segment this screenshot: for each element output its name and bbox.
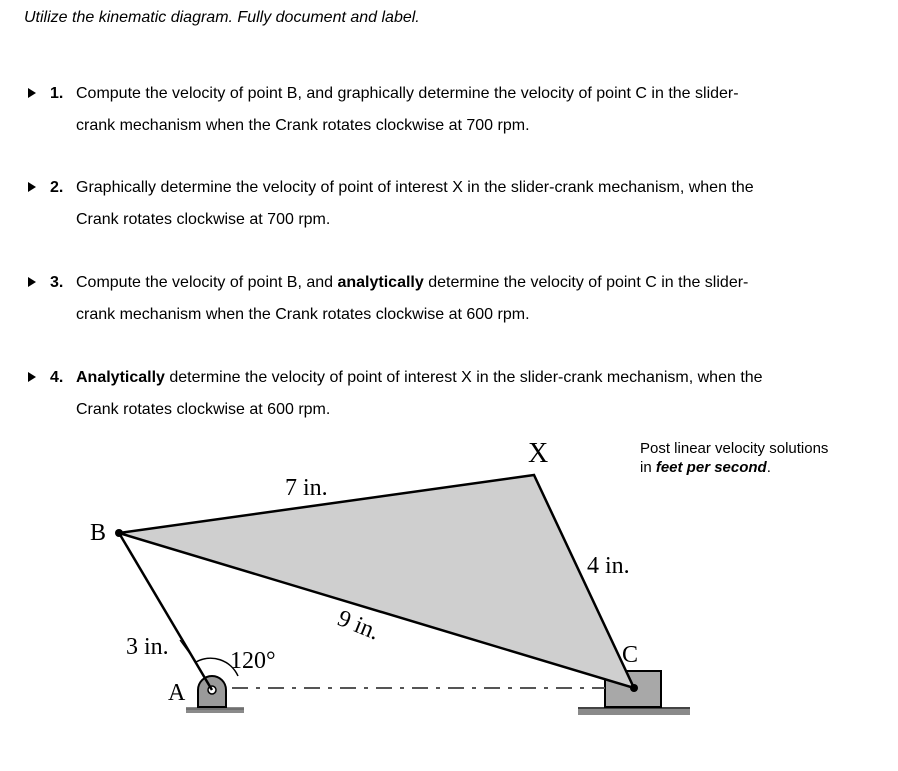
text-segment: determine the velocity of point of interest X in the slider-crank mechanism, when the xyxy=(164,369,763,386)
emphasis-text: analytically xyxy=(337,274,424,291)
label-point-C: C xyxy=(622,642,639,668)
question-text-line2: Crank rotates clockwise at 700 rpm. xyxy=(76,211,331,228)
note-line1: Post linear velocity solutions xyxy=(640,440,829,457)
question-number: 4. xyxy=(50,369,64,386)
slider-ground xyxy=(578,707,690,715)
question-number: 1. xyxy=(50,85,64,102)
emphasis-text: Analytically xyxy=(76,369,165,386)
question-text-line2: Crank rotates clockwise at 600 rpm. xyxy=(76,401,331,418)
dimension-BC: 9 in. xyxy=(333,605,384,646)
dimension-BX: 7 in. xyxy=(285,475,328,501)
text-segment: . xyxy=(766,459,771,476)
pin-B xyxy=(115,529,123,537)
label-point-A: A xyxy=(168,680,186,706)
question-text-line1: Compute the velocity of point B, and graphically determine the velocity of point C in the slider- xyxy=(76,85,739,102)
question-text-line2: crank mechanism when the Crank rotates clockwise at 700 rpm. xyxy=(76,117,530,134)
text-segment: determine the velocity of point C in the slider- xyxy=(423,274,749,291)
pin-C xyxy=(630,684,638,692)
dimension-XC: 4 in. xyxy=(587,553,630,579)
coupler-link xyxy=(119,475,634,688)
dimension-leader xyxy=(180,640,196,662)
label-point-X: X xyxy=(528,438,549,469)
question-text-line2: crank mechanism when the Crank rotates clockwise at 600 rpm. xyxy=(76,306,530,323)
question-number: 3. xyxy=(50,274,64,291)
label-point-B: B xyxy=(90,520,107,546)
text-segment: Compute the velocity of point B, and xyxy=(76,274,338,291)
question-number: 2. xyxy=(50,179,64,196)
text-segment: in xyxy=(640,459,656,476)
ground-pin-A xyxy=(186,676,244,713)
emphasis-text: feet per second xyxy=(655,459,767,476)
question-text-line1: Graphically determine the velocity of point of interest X in the slider-crank mechanism, when the xyxy=(76,179,754,196)
dimension-AB: 3 in. xyxy=(126,634,169,660)
angle-label: 120° xyxy=(230,648,276,674)
instructions-intro: Utilize the kinematic diagram. Fully document and label. xyxy=(24,9,420,26)
